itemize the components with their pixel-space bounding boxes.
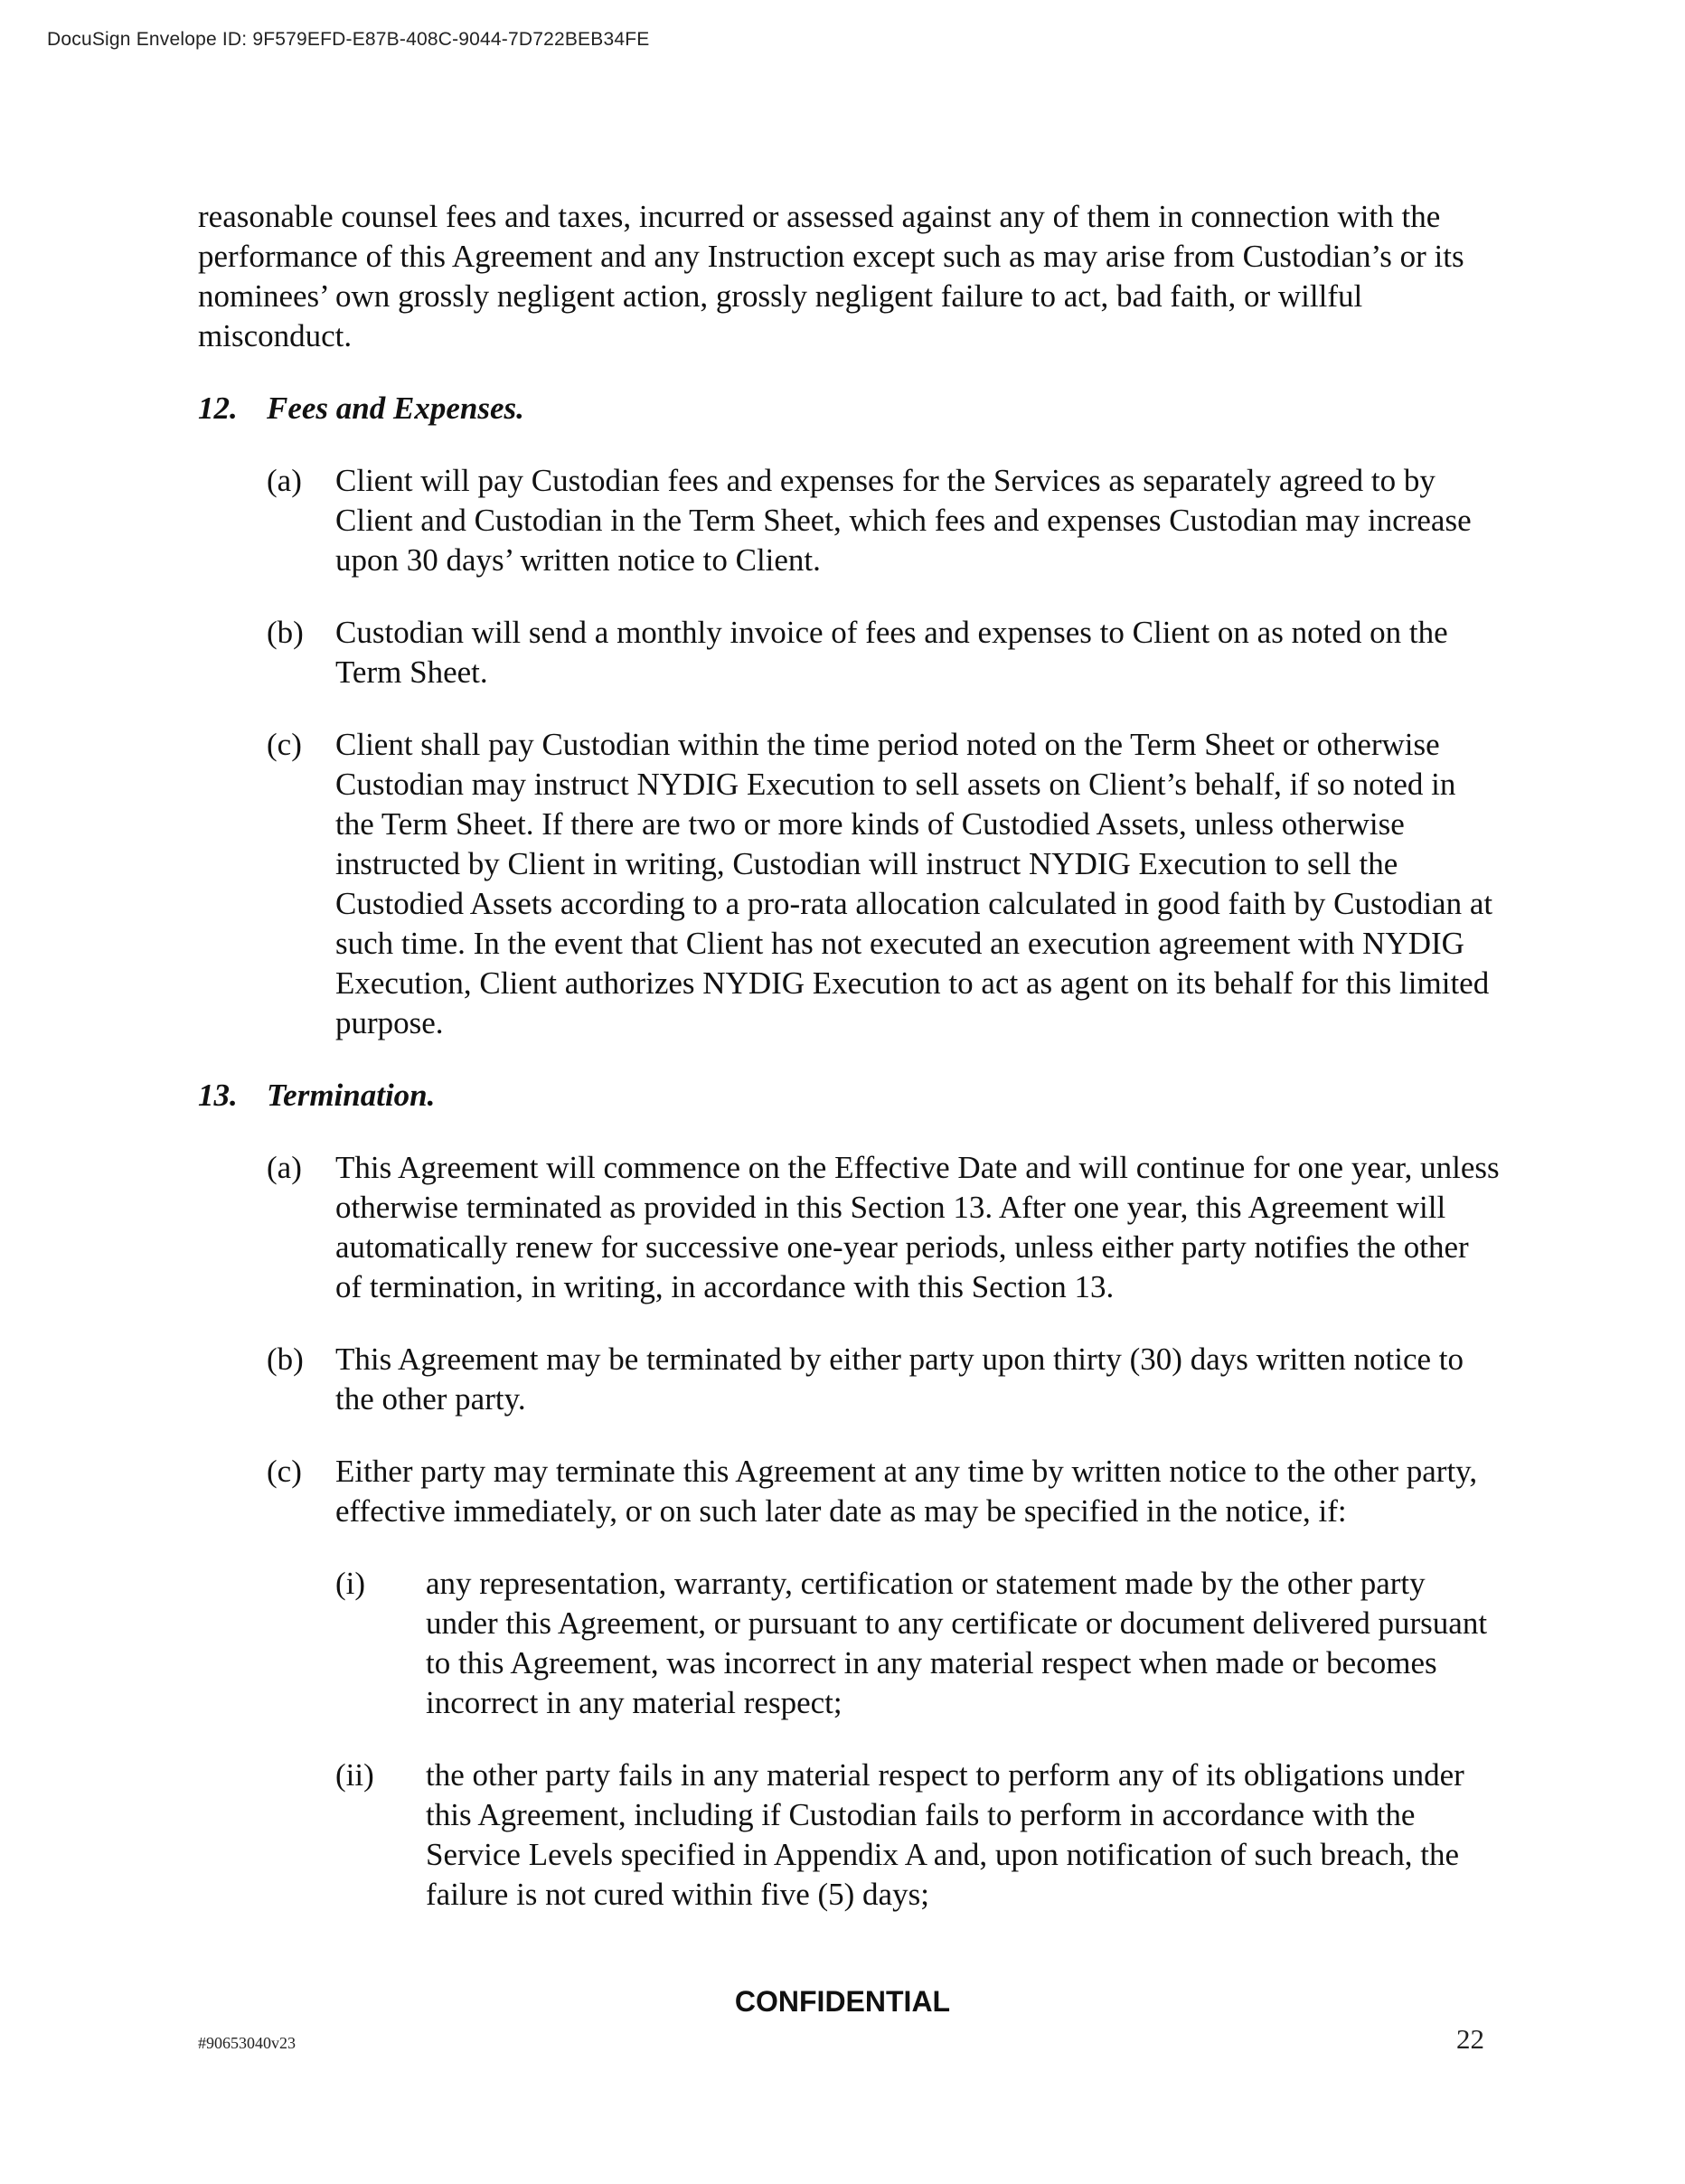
clause-label: (b) <box>267 1341 304 1377</box>
page-number: 22 <box>1456 2023 1484 2055</box>
clause-text: This Agreement will commence on the Effective Date and will continue for one year, unless otherwise terminated as provided in this Section 13. After one year, this Agreement will automatically renew for successive one-year periods, unless either party notifies the other of termination, in writing, in accordance with this Section 13. <box>335 1150 1500 1304</box>
subclause-item <box>335 1564 1500 1723</box>
section-number: 13. <box>198 1078 238 1113</box>
section-12-heading <box>198 389 1500 428</box>
clause-label: (c) <box>267 1454 302 1489</box>
clause-text: Client shall pay Custodian within the time period noted on the Term Sheet or otherwise Custodian may instruct NYDIG Execution to sell assets on Client’s behalf, if so noted in the Term Sheet. If there are two or more kinds of Custodied Assets, unless otherwise instructed by Client in writing, Custodian will instruct NYDIG Execution to sell the Custodied Assets according to a pro-rata allocation calculated in good faith by Custodian at such time. In the event that Client has not executed an execution agreement with NYDIG Execution, Client authorizes NYDIG Execution to act as agent on its behalf for this limited purpose. <box>335 727 1493 1040</box>
document-id: #90653040v23 <box>198 2034 296 2052</box>
clause-item <box>267 461 1500 580</box>
clause-item <box>267 1452 1500 1531</box>
clause-item <box>267 1148 1500 1307</box>
clause-text: This Agreement may be terminated by either party upon thirty (30) days written notice to the other party. <box>335 1341 1464 1417</box>
clause-text: Custodian will send a monthly invoice of fees and expenses to Client on as noted on the Term Sheet. <box>335 615 1448 690</box>
clause-item <box>267 1340 1500 1419</box>
subclause-text: any representation, warranty, certification or statement made by the other party under this Agreement, or pursuant to any certificate or document delivered pursuant to this Agreement, was incorrect in any material respect when made or becomes incorrect in any material respect; <box>426 1566 1488 1720</box>
subclause-text: the other party fails in any material respect to perform any of its obligations under this Agreement, including if Custodian fails to perform in accordance with the Service Levels specified in Appendix A and, upon notification of such breach, the failure is not cured within five (5) days; <box>426 1757 1464 1912</box>
confidential-label: CONFIDENTIAL <box>734 1985 951 2018</box>
clause-item <box>267 613 1500 692</box>
document-body <box>198 197 1500 1947</box>
clause-label: (b) <box>267 615 304 650</box>
intro-paragraph: reasonable counsel fees and taxes, incurred or assessed against any of them in connection with the performance of this Agreement and any Instruction except such as may arise from Custodian’s or its nominees’ own grossly negligent action, grossly negligent failure to act, bad faith, or willful misconduct. <box>198 199 1464 353</box>
envelope-id: DocuSign Envelope ID: 9F579EFD-E87B-408C-9044-7D722BEB34FE <box>47 29 650 50</box>
subclause-item <box>335 1756 1500 1915</box>
clause-label: (a) <box>267 463 302 498</box>
subclause-label: (i) <box>335 1566 366 1601</box>
clause-text: Client will pay Custodian fees and expenses for the Services as separately agreed to by Client and Custodian in the Term Sheet, which fees and expenses Custodian may increase upon 30 days’ written notice to Client. <box>335 463 1472 578</box>
clause-label: (a) <box>267 1150 302 1185</box>
section-13-heading <box>198 1076 1500 1116</box>
section-title: Fees and Expenses. <box>267 391 524 426</box>
clause-text: Either party may terminate this Agreement at any time by written notice to the other party, effective immediately, or on such later date as may be specified in the notice, if: <box>335 1454 1478 1529</box>
clause-item <box>267 725 1500 1043</box>
clause-label: (c) <box>267 727 302 762</box>
subclause-label: (ii) <box>335 1757 374 1793</box>
section-number: 12. <box>198 391 238 426</box>
section-title: Termination. <box>267 1078 436 1113</box>
